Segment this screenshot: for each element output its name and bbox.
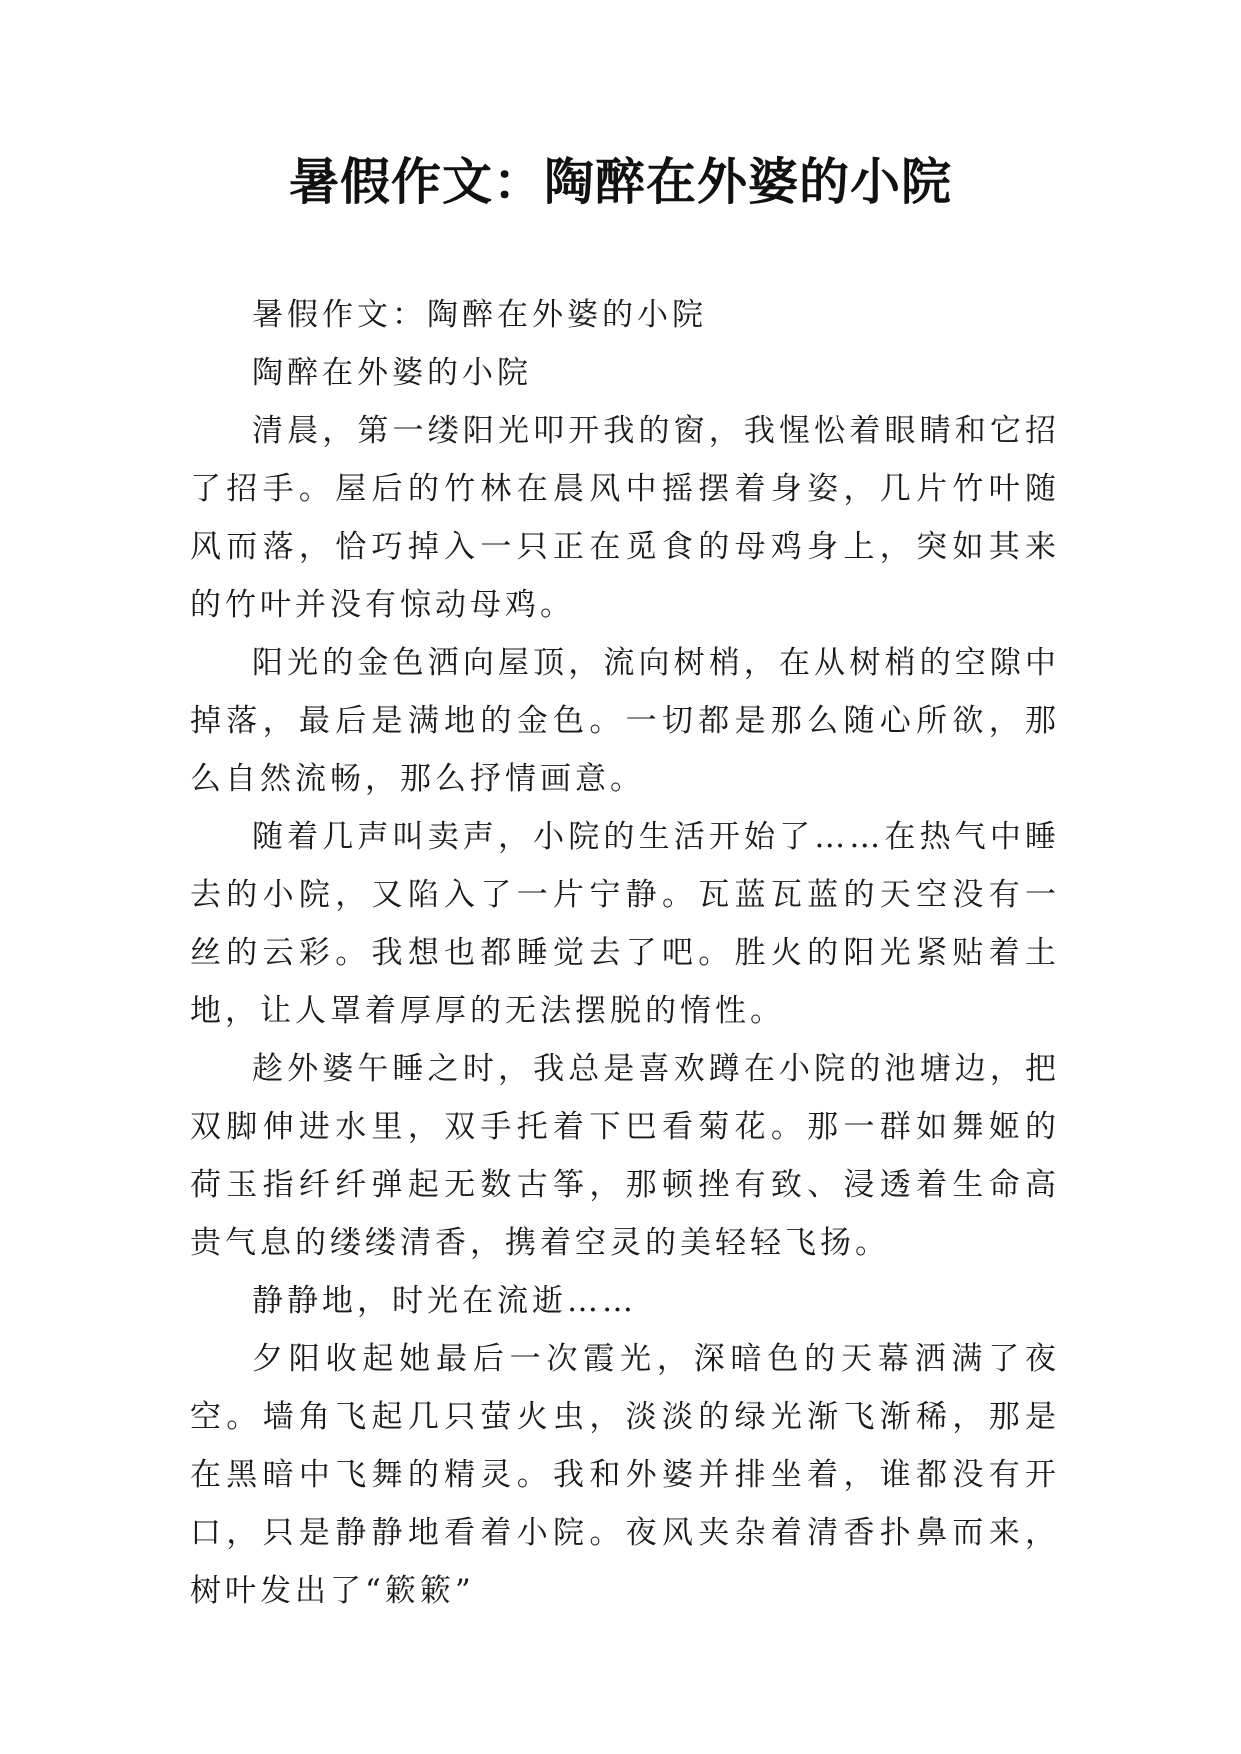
paragraph-time: 静静地，时光在流逝……	[252, 1283, 637, 1319]
document-title: 暑假作文：陶醉在外婆的小院	[289, 152, 952, 211]
paragraph-sunlight: 阳光的金色洒向屋顶，流向树梢，在从树梢的空隙中掉落，最后是满地的金色。一切都是那么随心所欲，那么自然流畅，那么抒情画意。	[190, 645, 1060, 797]
paragraph-evening: 夕阳收起她最后一次霞光，深暗色的天幕洒满了夜空。墙角飞起几只萤火虫，淡淡的绿光渐飞渐稀，那是在黑暗中飞舞的精灵。我和外婆并排坐着，谁都没有开口，只是静静地看着小院。夜风夹杂着清香扑鼻而来，树叶发出了“簌簌”	[190, 1341, 1060, 1609]
paragraph-morning: 清晨，第一缕阳光叩开我的窗，我惺忪着眼睛和它招了招手。屋后的竹林在晨风中摇摆着身姿，几片竹叶随风而落，恰巧掉入一只正在觅食的母鸡身上，突如其来的竹叶并没有惊动母鸡。	[190, 413, 1060, 623]
paragraph-subtitle: 陶醉在外婆的小院	[252, 355, 532, 391]
document-body	[190, 286, 1060, 1620]
paragraph-heading-repeat: 暑假作文：陶醉在外婆的小院	[252, 297, 707, 333]
paragraph-noon: 随着几声叫卖声，小院的生活开始了……在热气中睡去的小院，又陷入了一片宁静。瓦蓝瓦蓝的天空没有一丝的云彩。我想也都睡觉去了吧。胜火的阳光紧贴着土地，让人罩着厚厚的无法摆脱的惰性。	[190, 819, 1060, 1029]
paragraph-pond: 趁外婆午睡之时，我总是喜欢蹲在小院的池塘边，把双脚伸进水里，双手托着下巴看菊花。那一群如舞姬的荷玉指纤纤弹起无数古筝，那顿挫有致、浸透着生命高贵气息的缕缕清香，携着空灵的美轻轻飞扬。	[190, 1051, 1060, 1261]
